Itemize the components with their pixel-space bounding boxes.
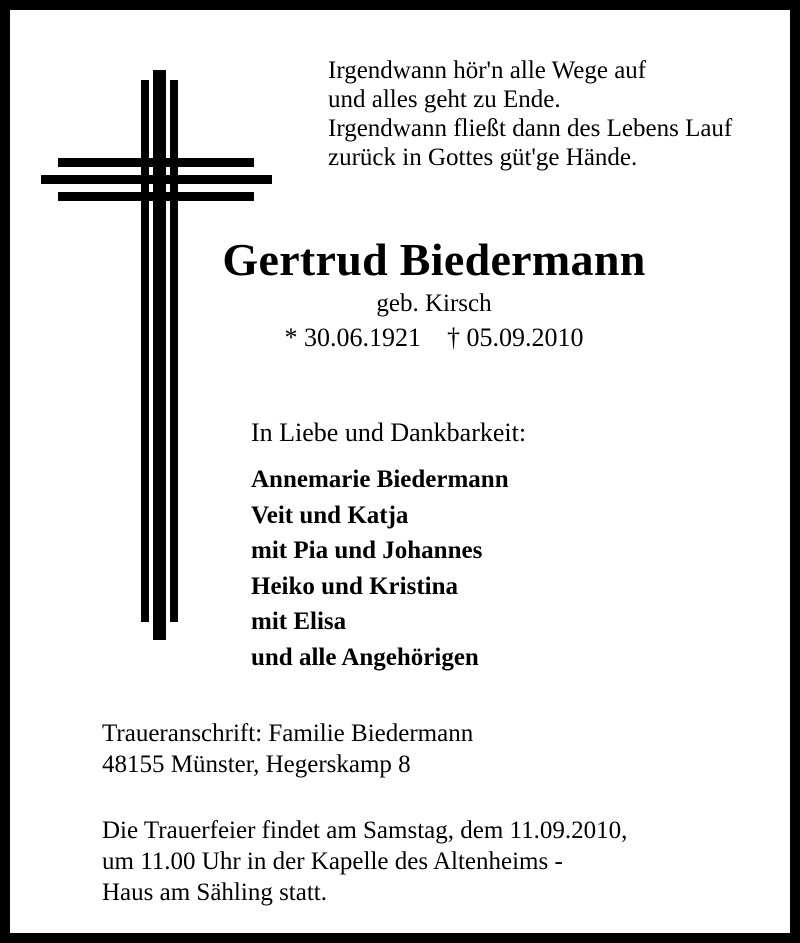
identity-block	[10, 233, 790, 354]
poem-line: und alles geht zu Ende.	[328, 86, 561, 113]
cross-horizontal-top-bar	[58, 158, 254, 167]
mourning-address	[102, 718, 473, 780]
mourner-line: und alle Angehörigen	[251, 643, 479, 671]
cross-horizontal-bottom-bar	[58, 192, 254, 201]
birth-symbol: *	[284, 323, 298, 352]
mourners-list	[251, 462, 526, 675]
address-line: Traueranschrift: Familie Biedermann	[102, 720, 474, 747]
tribute-block	[251, 417, 526, 675]
deceased-name: Gertrud Biedermann	[222, 234, 646, 285]
poem-line: Irgendwann hör'n alle Wege auf	[328, 57, 647, 84]
poem-line: zurück in Gottes güt'ge Hände.	[328, 144, 638, 171]
notice-canvas	[10, 10, 790, 933]
funeral-service-details	[102, 815, 627, 908]
mourner-line: Heiko und Kristina	[251, 572, 458, 600]
death-date: 05.09.2010	[466, 323, 584, 352]
maiden-name: geb. Kirsch	[376, 290, 492, 317]
tribute-intro: In Liebe und Dankbarkeit:	[251, 418, 527, 447]
service-line: Haus am Sähling statt.	[102, 879, 327, 906]
life-dates	[10, 322, 790, 354]
poem-verse	[328, 56, 732, 172]
mourner-line: Annemarie Biedermann	[251, 466, 509, 493]
death-symbol: †	[447, 323, 460, 352]
mourner-line: mit Elisa	[251, 608, 347, 635]
service-line: um 11.00 Uhr in der Kapelle des Altenheims -	[102, 848, 563, 875]
birth-date: 30.06.1921	[304, 323, 421, 352]
service-line: Die Trauerfeier findet am Samstag, dem 11.09.2010,	[102, 817, 628, 844]
mourner-line: Veit und Katja	[251, 501, 409, 529]
poem-line: Irgendwann fließt dann des Lebens Lauf	[328, 115, 733, 142]
cross-vertical-center-bar	[153, 70, 166, 640]
address-line: 48155 Münster, Hegerskamp 8	[102, 751, 411, 778]
mourner-line: mit Pia und Johannes	[251, 537, 483, 564]
cross-horizontal-middle-bar	[41, 175, 272, 184]
